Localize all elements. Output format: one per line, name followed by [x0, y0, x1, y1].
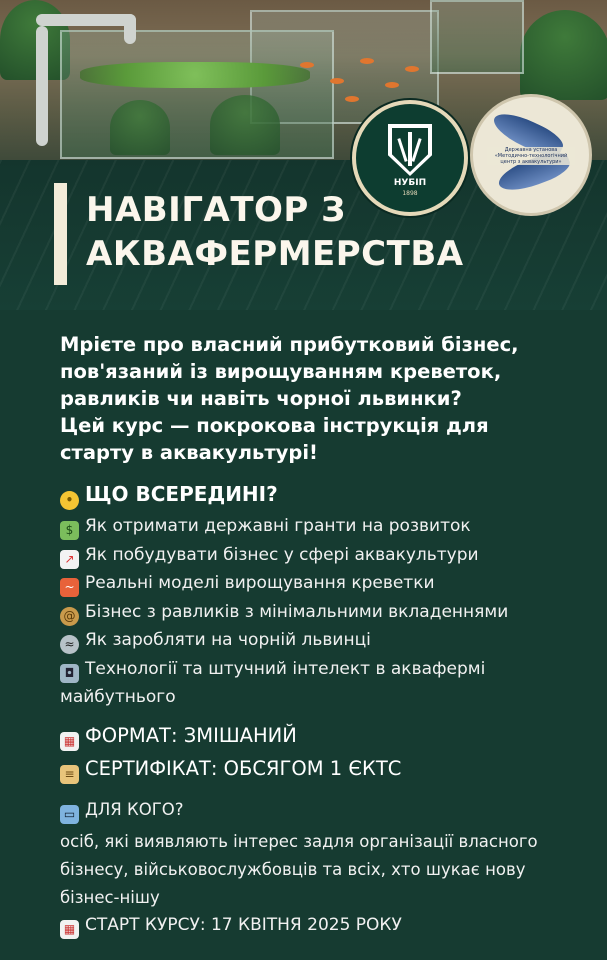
format-line: ▦ ФОРМАТ: ЗМІШАНИЙ: [60, 724, 297, 751]
lightbulb-icon: •: [60, 491, 79, 510]
fly-icon: ≈: [60, 635, 79, 654]
intro-text: Мрієте про власний прибутковий бізнес, пов'язаний із вирощуванням креветок, равликів чи навіть чорної львинки? Цей курс — покрокова інструкція для старту в аквакультурі!: [60, 333, 519, 464]
chart-icon: ↗: [60, 550, 79, 569]
audience-text: осіб, які виявляють інтерес задля організації власного бізнесу, військовослужбовців та всіх, хто шукає нову бізнес-нішу: [60, 832, 538, 907]
title-line-2: АКВАФЕРМЕРСТВА: [86, 234, 464, 274]
calendar-icon: ▦: [60, 920, 79, 939]
list-item: ≈ Як заробляти на чорній львинці: [60, 626, 600, 655]
scroll-icon: ≡: [60, 765, 79, 784]
calendar-icon: ▦: [60, 732, 79, 751]
audience-heading: ▭ ДЛЯ КОГО?: [60, 800, 184, 824]
nubip-logo-text: НУБІП: [393, 178, 427, 188]
list-item: ~ Реальні моделі вирощування креветки: [60, 569, 600, 598]
snail-icon: @: [60, 607, 79, 626]
title-accent-bar: [54, 183, 67, 285]
aquaculture-center-logo: [470, 94, 592, 216]
shrimp-icon: ~: [60, 578, 79, 597]
laptop-icon: ▭: [60, 805, 79, 824]
inside-list: [60, 512, 600, 711]
list-item: $ Як отримати державні гранти на розвиток: [60, 512, 600, 541]
nubip-logo: [352, 100, 468, 216]
title-line-1: НАВІГАТОР З: [86, 190, 346, 230]
robot-icon: ◘: [60, 664, 79, 683]
aquaculture-center-logo-text: Державна установа «Методично-технологічний центр з аквакультури»: [487, 147, 575, 165]
list-item: @ Бізнес з равликів з мінімальними вкладеннями: [60, 598, 600, 627]
list-item: ◘ Технології та штучний інтелект в аквафермі майбутнього: [60, 658, 486, 707]
start-date-line: ▦ СТАРТ КУРСУ: 17 КВІТНЯ 2025 РОКУ: [60, 915, 402, 939]
list-item: ↗ Як побудувати бізнес у сфері аквакультури: [60, 541, 600, 570]
inside-heading: • ЩО ВСЕРЕДИНІ?: [60, 482, 278, 510]
nubip-logo-year: 1898: [402, 190, 418, 197]
certificate-line: ≡ СЕРТИФІКАТ: ОБСЯГОМ 1 ЄКТС: [60, 757, 401, 784]
money-icon: $: [60, 521, 79, 540]
